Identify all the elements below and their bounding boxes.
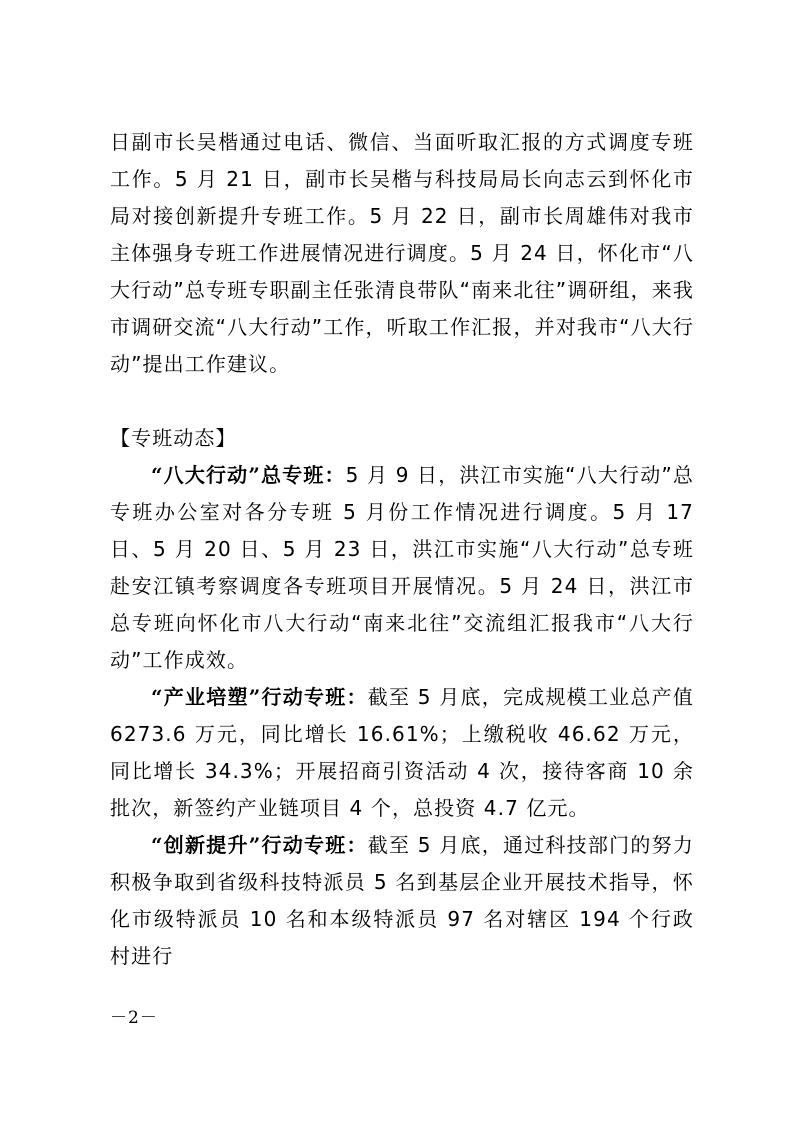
section-heading: 【专班动态】 xyxy=(110,426,237,450)
continued-paragraph: 日副市长吴楷通过电话、微信、当面听取汇报的方式调度专班工作。5 月 21 日，副市长吴楷与科技局局长向志云到怀化市局对接创新提升专班工作。5 月 22 日，副市长周雄伟对我市主体强身专班工作进展情况进行调度。5 月 24 日，怀化市“八大行动”总专班专职副主任张清良带队“南来北往”调研组，来我市调研交流“八大行动”工作，听取工作汇报，并对我市“八大行动”提出工作建议。 xyxy=(110,130,694,376)
item-paragraph-general-task-force xyxy=(110,457,694,679)
item-body: 截至 5 月底，完成规模工业总产值6273.6 万元，同比增长 16.61%；上缴税收 46.62 万元，同比增长 34.3%；开展招商引资活动 4 次，接待客商 10 余批次，新签约产业链项目 4 个，总投资 4.7 亿元。 xyxy=(110,685,695,820)
item-body: 5 月 9 日，洪江市实施“八大行动”总专班办公室对各分专班 5 月份工作情况进行调度。5 月 17 日、5 月 20 日、5 月 23 日，洪江市实施“八大行动”总专班赴安江镇考察调度各专班项目开展情况。5 月 24 日，洪江市总专班向怀化市八大行动“南来北往”交流组汇报我市“八大行动”工作成效。 xyxy=(110,463,694,672)
item-paragraph-industry-task-force xyxy=(110,679,694,827)
item-body: 截至 5 月底，通过科技部门的努力积极争取到省级科技特派员 5 名到基层企业开展技术指导，怀化市级特派员 10 名和本级特派员 97 名对辖区 194 个行政村进行 xyxy=(110,833,695,968)
item-lead: “创新提升”行动专班： xyxy=(151,833,368,857)
document-body xyxy=(110,124,694,975)
item-paragraph-innovation-task-force xyxy=(110,827,694,975)
item-lead: “八大行动”总专班： xyxy=(151,463,346,487)
item-lead: “产业培塑”行动专班： xyxy=(151,685,368,709)
page-number: －2－ xyxy=(110,1008,158,1028)
